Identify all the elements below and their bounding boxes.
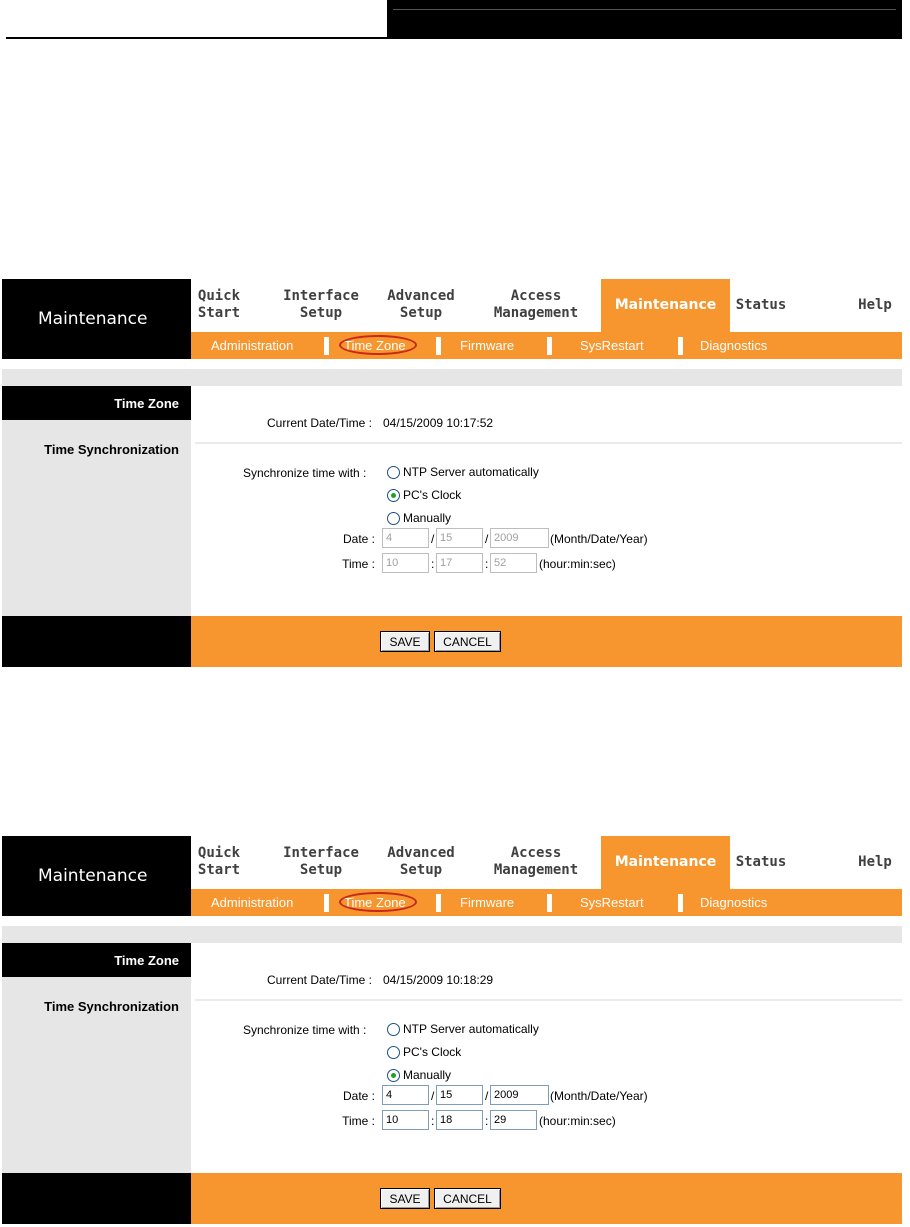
time-min-input[interactable] [436, 553, 483, 573]
sync-with-label: Synchronize time with : [243, 1023, 367, 1037]
subnav-separator [547, 894, 552, 912]
radio-pc-clock-label: PC's Clock [403, 488, 462, 502]
tab-interface-setup[interactable]: Interface Setup [283, 288, 359, 321]
radio-pc-clock-row[interactable] [387, 488, 461, 502]
divider [195, 999, 902, 1001]
tab-advanced-setup[interactable]: Advanced Setup [387, 845, 455, 878]
subnav-separator [436, 337, 441, 355]
panel-header [2, 836, 191, 916]
cancel-button[interactable]: CANCEL [434, 1188, 501, 1209]
gray-spacer-bar [2, 926, 902, 943]
sync-with-label: Synchronize time with : [243, 466, 367, 480]
date-day-input[interactable] [436, 1085, 483, 1105]
sidebar-time-zone-label: Time Zone [114, 953, 179, 968]
panel-header [2, 279, 191, 359]
current-datetime-value: 04/15/2009 10:17:52 [383, 416, 494, 430]
date-separator: / [431, 1089, 435, 1103]
tab-maintenance[interactable]: Maintenance [601, 836, 730, 889]
footer-bar [191, 1173, 902, 1224]
subnav-sysrestart[interactable]: SysRestart [580, 895, 644, 910]
subnav-separator [324, 894, 329, 912]
sub-navigation [191, 889, 902, 916]
radio-ntp[interactable] [387, 1023, 400, 1036]
sidebar-time-sync-label: Time Synchronization [44, 999, 179, 1014]
radio-ntp[interactable] [387, 466, 400, 479]
main-tabs [191, 279, 902, 332]
time-format-hint: (hour:min:sec) [539, 557, 616, 571]
time-separator: : [485, 1114, 489, 1128]
subnav-administration[interactable]: Administration [211, 338, 294, 353]
radio-manually-label: Manually [403, 511, 452, 525]
page-header-bar [387, 0, 902, 38]
time-label: Time : [342, 557, 375, 571]
radio-pc-clock-label: PC's Clock [403, 1045, 462, 1059]
current-datetime-label: Current Date/Time : [267, 416, 372, 430]
page-title: Maintenance [38, 866, 148, 886]
subnav-sysrestart[interactable]: SysRestart [580, 338, 644, 353]
radio-ntp-label: NTP Server automatically [403, 1022, 539, 1036]
date-month-input[interactable] [382, 1085, 429, 1105]
tab-quick-start[interactable]: Quick Start [197, 288, 241, 321]
date-month-input[interactable] [382, 528, 429, 548]
subnav-separator [324, 337, 329, 355]
radio-ntp-row[interactable] [387, 1022, 539, 1036]
divider [195, 442, 902, 444]
save-button[interactable]: SAVE [380, 1188, 430, 1209]
radio-manually[interactable] [387, 1069, 400, 1082]
time-separator: : [485, 557, 489, 571]
sidebar-header [2, 386, 191, 420]
cancel-button[interactable]: CANCEL [434, 631, 501, 652]
time-sec-input[interactable] [490, 1110, 537, 1130]
time-zone-highlight-circle [339, 335, 417, 355]
sidebar [2, 943, 191, 1173]
subnav-separator [678, 894, 683, 912]
subnav-diagnostics[interactable]: Diagnostics [700, 338, 768, 353]
gray-spacer-bar [2, 369, 902, 386]
radio-manually-row[interactable] [387, 1068, 451, 1082]
subnav-time-zone[interactable]: Time Zone [344, 338, 406, 353]
date-separator: / [431, 532, 435, 546]
current-datetime-label: Current Date/Time : [267, 973, 372, 987]
date-separator: / [485, 1089, 489, 1103]
tab-advanced-setup[interactable]: Advanced Setup [387, 288, 455, 321]
tab-status[interactable]: Status [735, 854, 787, 870]
date-separator: / [485, 532, 489, 546]
time-hour-input[interactable] [382, 1110, 429, 1130]
tab-quick-start[interactable]: Quick Start [197, 845, 241, 878]
subnav-separator [547, 337, 552, 355]
sidebar [2, 386, 191, 616]
time-separator: : [431, 1114, 435, 1128]
time-separator: : [431, 557, 435, 571]
radio-pc-clock[interactable] [387, 1046, 400, 1059]
save-button[interactable]: SAVE [380, 631, 430, 652]
tab-access-management[interactable]: Access Management [493, 288, 579, 321]
tab-interface-setup[interactable]: Interface Setup [283, 845, 359, 878]
date-day-input[interactable] [436, 528, 483, 548]
sidebar-header [2, 943, 191, 977]
page-header-rule [6, 37, 902, 39]
date-label: Date : [342, 532, 375, 546]
subnav-diagnostics[interactable]: Diagnostics [700, 895, 768, 910]
current-datetime-value: 04/15/2009 10:18:29 [383, 973, 494, 987]
radio-manually[interactable] [387, 512, 400, 525]
date-format-hint: (Month/Date/Year) [550, 532, 648, 546]
footer-left-block [2, 616, 191, 667]
content-area [191, 943, 902, 1173]
date-year-input[interactable] [490, 528, 549, 548]
tab-maintenance[interactable]: Maintenance [601, 279, 730, 332]
radio-pc-clock-row[interactable] [387, 1045, 461, 1059]
main-tabs [191, 836, 902, 889]
radio-ntp-row[interactable] [387, 465, 539, 479]
time-min-input[interactable] [436, 1110, 483, 1130]
subnav-separator [436, 894, 441, 912]
sidebar-time-sync-label: Time Synchronization [44, 442, 179, 457]
time-sec-input[interactable] [490, 553, 537, 573]
date-format-hint: (Month/Date/Year) [550, 1089, 648, 1103]
tab-help[interactable]: Help [858, 854, 892, 870]
time-hour-input[interactable] [382, 553, 429, 573]
radio-pc-clock[interactable] [387, 489, 400, 502]
page-title: Maintenance [38, 309, 148, 329]
time-zone-highlight-circle [339, 892, 417, 912]
radio-ntp-label: NTP Server automatically [403, 465, 539, 479]
time-label: Time : [342, 1114, 375, 1128]
radio-manually-row[interactable] [387, 511, 451, 525]
footer-left-block [2, 1173, 191, 1224]
subnav-time-zone[interactable]: Time Zone [344, 895, 406, 910]
time-zone-panel-1 [2, 279, 902, 667]
sidebar-time-zone-label: Time Zone [114, 396, 179, 411]
date-year-input[interactable] [490, 1085, 549, 1105]
tab-status[interactable]: Status [735, 297, 787, 313]
content-area [191, 386, 902, 616]
date-label: Date : [342, 1089, 375, 1103]
time-format-hint: (hour:min:sec) [539, 1114, 616, 1128]
tab-help[interactable]: Help [858, 297, 892, 313]
subnav-separator [678, 337, 683, 355]
time-zone-panel-2 [2, 836, 902, 1224]
subnav-firmware[interactable]: Firmware [460, 338, 515, 353]
subnav-administration[interactable]: Administration [211, 895, 294, 910]
subnav-firmware[interactable]: Firmware [460, 895, 515, 910]
radio-manually-label: Manually [403, 1068, 452, 1082]
footer-bar [191, 616, 902, 667]
tab-access-management[interactable]: Access Management [493, 845, 579, 878]
sub-navigation [191, 332, 902, 359]
